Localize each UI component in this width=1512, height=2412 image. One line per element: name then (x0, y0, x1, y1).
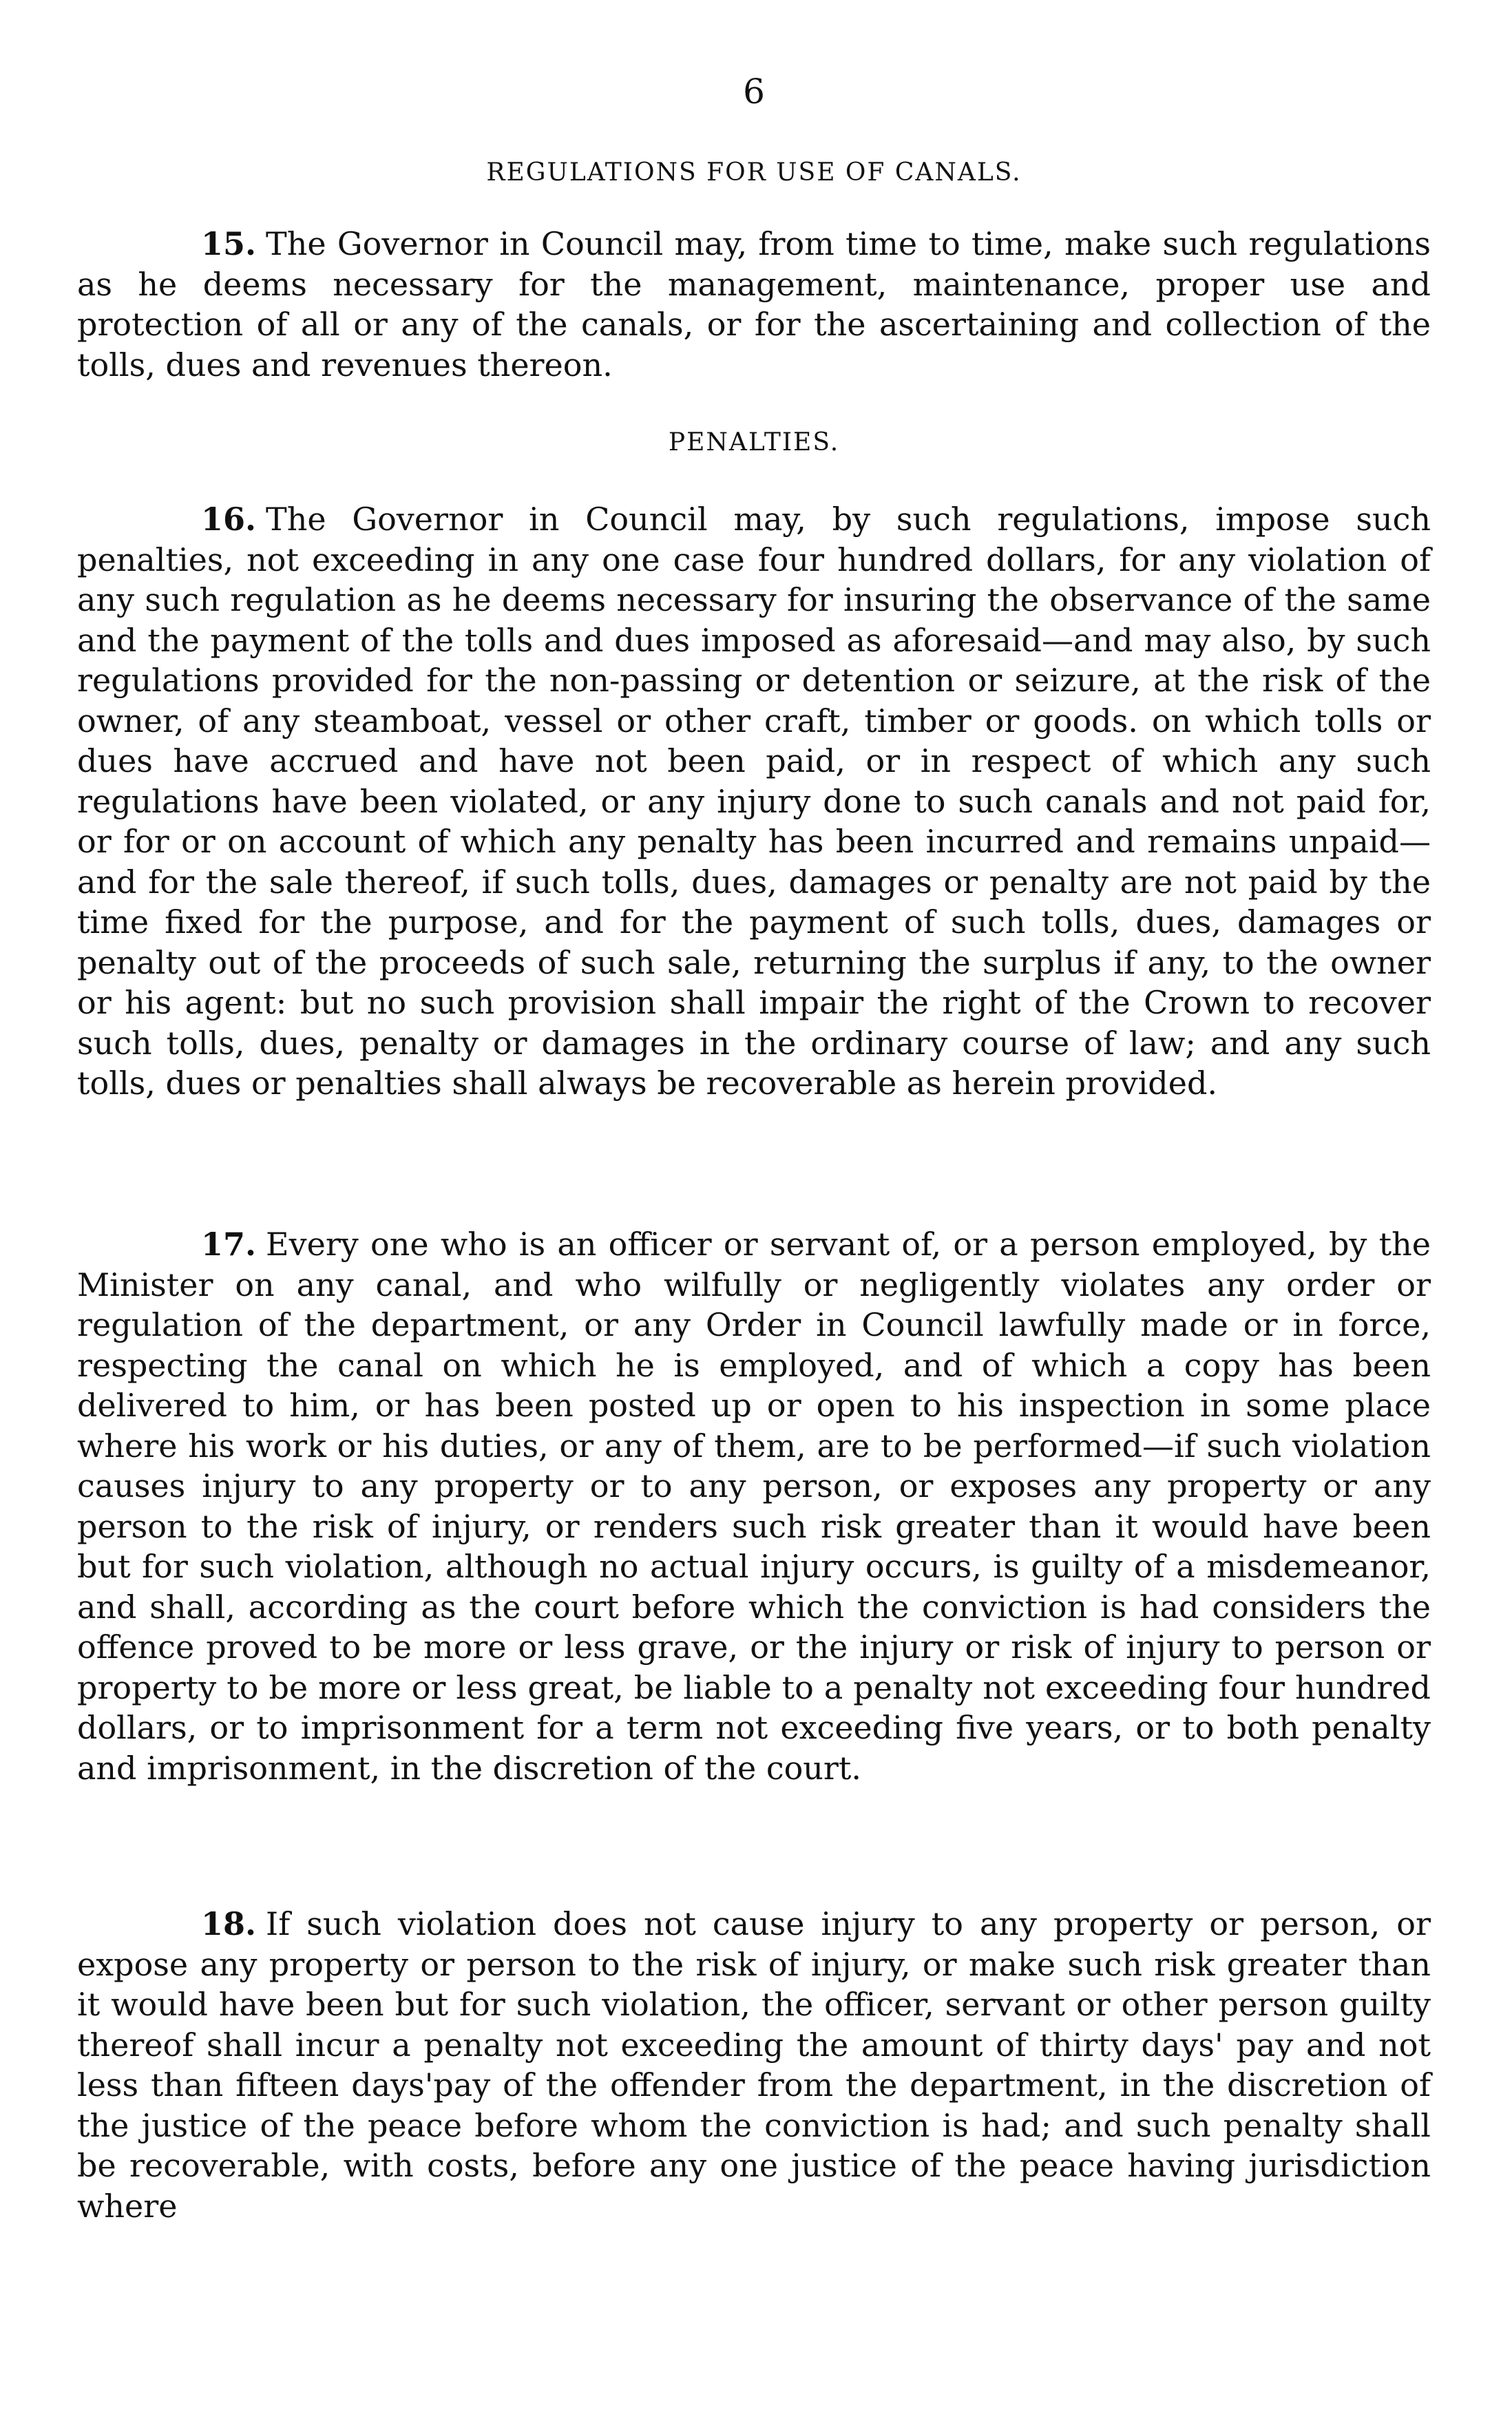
section-18 (77, 1904, 1431, 2226)
section-text: If such violation does not cause injury to any property or person, or expose any property or person to the risk of injury, or make such risk greater than it would have been but for such violation, the officer, servant or other person guilty thereof shall incur a penalty not exceeding the amount of thirty days' pay and not less than fifteen days'pay of the offender from the department, in the discretion of the justice of the peace before whom the conviction is had; and such penalty shall be recoverable, with costs, before any one justice of the peace having jurisdiction where (77, 1905, 1431, 2225)
section-text: The Governor in Council may, from time to time, make such regulations as he deems necessary for the management, maintenance, proper use and protection of all or any of the canals, or for the ascertaining and collection of the tolls, dues and revenues thereon. (77, 225, 1431, 384)
section-text: The Governor in Council may, by such regulations, impose such penalties, not exceeding in any one case four hundred dollars, for any violation of any such regulation as he deems necessary for insuring the observance of the same and the payment of the tolls and dues imposed as aforesaid—and may also, by such regulations provided for the non-passing or detention or seizure, at the risk of the owner, of any steamboat, vessel or other craft, timber or goods. on which tolls or dues have accrued and have not been paid, or in respect of which any such regulations have been violated, or any injury done to such canals and not paid for, or for or on account of which any penalty has been incurred and remains unpaid—and for the sale thereof, if such tolls, dues, damages or penalty are not paid by the time fixed for the purpose, and for the payment of such tolls, dues, damages or penalty out of the proceeds of such sale, returning the surplus if any, to the owner or his agent: but no such provision shall impair the right of the Crown to recover such tolls, dues, penalty or damages in the ordinary course of law; and any such tolls, dues or penalties shall always be recoverable as herein provided. (77, 501, 1431, 1102)
page-number: 6 (743, 72, 765, 112)
section-text: Every one who is an officer or servant of, or a person employed, by the Minister on any canal, and who wilfully or negligently violates any order or regulation of the department, or any Order in Council lawfully made or in force, respecting the canal on which he is employed, and of which a copy has been delivered to him, or has been posted up or open to his inspection in some place where his work or his duties, or any of them, are to be performed—if such violation causes injury to any property or to any person, or exposes any property or any person to the risk of injury, or renders such risk greater than it would have been but for such violation, although no actual injury occurs, is guilty of a misdemeanor, and shall, according as the court before which the conviction is had considers the offence proved to be more or less grave, or the injury or risk of injury to person or property to be more or less great, be liable to a penalty not exceeding four hundred dollars, or to imprisonment for a term not exceeding five years, or to both penalty and imprisonment, in the discretion of the court. (77, 1226, 1431, 1787)
penalties-heading: PENALTIES. (668, 428, 840, 457)
section-number: 18. (201, 1905, 257, 1942)
running-head: REGULATIONS FOR USE OF CANALS. (486, 158, 1022, 187)
section-number: 15. (201, 225, 257, 262)
section-number: 17. (201, 1226, 257, 1263)
section-number: 16. (201, 501, 257, 538)
section-16 (77, 499, 1431, 1104)
section-17 (77, 1224, 1431, 1788)
document-page (77, 0, 1431, 2412)
section-15 (77, 224, 1431, 385)
